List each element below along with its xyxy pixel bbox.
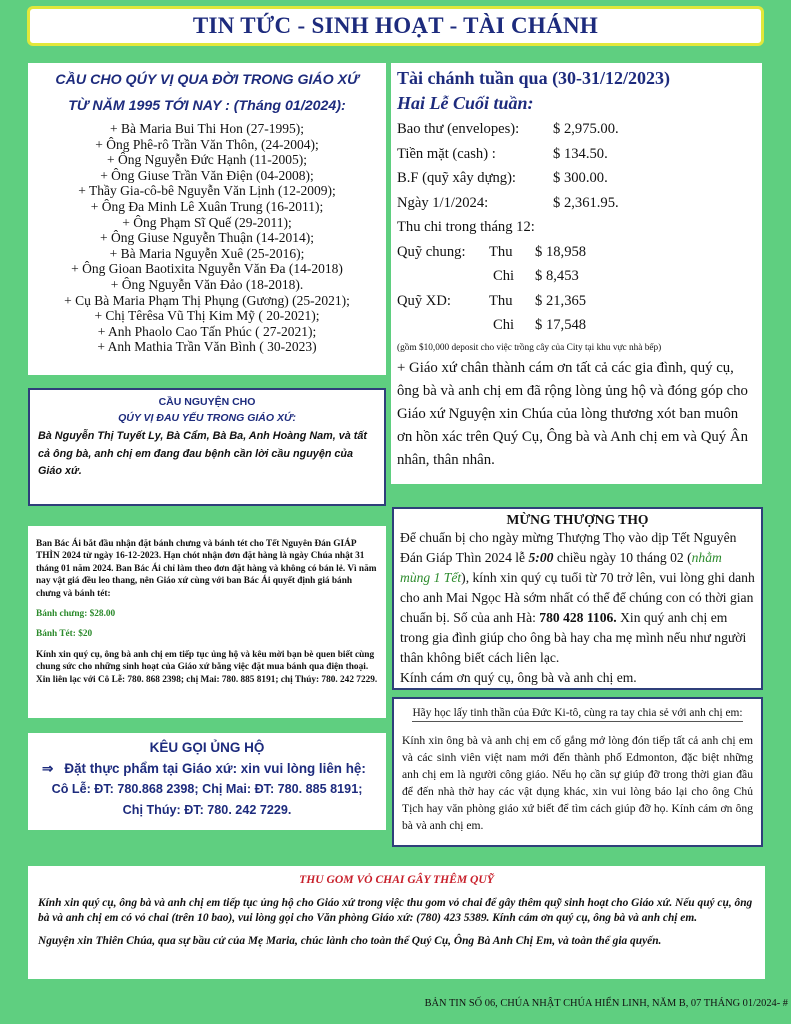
support-line-2: Cô Lễ: ĐT: 780.868 2398; Chị Mai: ĐT: 780. 885 8191; [51,782,363,796]
finance-value: $ 2,975.00. [553,121,619,137]
list-item: + Ông Phê-rô Trần Văn Thôn, (24-2004); [95,136,319,152]
list-item: + Cụ Bà Maria Phạm Thị Phụng (Gương) (25-2021); [64,292,350,308]
fund-kind: Thu [489,243,513,260]
finance-value: $ 134.50. [553,145,608,162]
list-item: + Thầy Gia-cô-bê Nguyễn Văn Lịnh (12-2009); [78,183,336,199]
page-footer: BẢN TIN SỐ 06, CHÚA NHẬT CHÚA HIỂN LINH, NĂM B, 07 THÁNG 01/2024- # [424,998,788,1009]
support-line-1 [36,759,378,779]
finance-title: Tài chánh tuần qua (30-31/12/2023) [397,68,671,88]
list-item: + Anh Mathia Trần Văn Bình ( 30-2023) [97,339,317,355]
fund-value: $ 21,365 [535,292,587,309]
page-title: TIN TỨC - SINH HOẠT - TÀI CHÁNH [192,13,599,38]
longevity-text-a: Để chuẩn bị cho ngày mừng Thượng Thọ vào dịp Tết Nguyên Đán Giáp Thìn 2024 lễ [400,530,737,565]
bake-intro: Ban Bác Ái bắt đầu nhận đặt bánh chưng và bánh tét cho Tết Nguyên Đán GIÁP THÌN 2024 từ ngày 16-12-2023. Hạn chót nhận đơn đặt hàng là ngày Chúa nhật 31 tháng 01 năm 2024. Ban Bác Ái chỉ làm theo đơn đặt hàng và không có bán lẻ. Vì năm nay vật giá đều leo thang, nên Giáo xứ cùng với ban Bác Ái quyết định giá bánh chưng và bánh tét: [36,539,377,599]
finance-month-label: Thu chi trong tháng 12: [397,219,535,235]
fund-value: $ 17,548 [535,317,587,333]
fund-row [397,313,756,338]
list-item: + Chị Têrêsa Vũ Thị Kim Mỹ ( 20-2021); [94,308,320,324]
longevity-text-d: Xin quý anh chị em trong gia đình giúp cho ông bà hay cha mẹ mình nếu như người thân không biết cách liên lạc. [400,610,747,665]
page-banner [27,6,764,46]
sick-title-2: QÚY VỊ ĐAU YẾU TRONG GIÁO XỨ: [118,412,296,424]
fund-label: Quỹ chung: [397,243,466,260]
fund-kind: Chi [493,268,515,284]
longevity-time: 5:00 [528,550,554,565]
finance-subtitle: Hai Lễ Cuối tuần: [397,93,534,113]
deceased-list-section [28,63,386,375]
finance-row [397,117,756,142]
longevity-phone: 780 428 1106. [539,610,617,625]
finance-section [391,63,762,484]
bake-sale-section [28,526,386,718]
finance-row [397,142,756,167]
longevity-section [392,507,763,690]
sick-title-1: CẦU NGUYỆN CHO [158,396,256,408]
finance-label: Tiền mặt (cash) : [397,145,496,162]
fund-row [397,289,756,314]
support-title: KÊU GỌI ỦNG HỘ [149,740,265,755]
fund-row [397,240,756,265]
sick-prayer-section [28,388,386,506]
fund-label: Quỹ XD: [397,292,451,309]
longevity-title: MỪNG THƯỢNG THỌ [506,512,649,527]
welcome-title: Hãy học lấy tinh thần của Đức Ki-tô, cùng ra tay chia sẻ với anh chị em: [412,705,743,722]
finance-note: (gồm $10,000 deposit cho việc trồng cây của City tại khu vực nhà bếp) [397,342,662,353]
finance-label: Bao thư (envelopes): [397,121,520,137]
longevity-lunar-date: nhằm mùng 1 Tết [400,550,722,585]
welcome-section [392,697,763,847]
bottles-body: Kính xin quý cụ, ông bà và anh chị em tiếp tục ủng hộ cho Giáo xứ trong việc thu gom vỏ chai để gây thêm quỹ sinh hoạt cho Giáo xứ. Nếu quý cụ, ông bà và anh chị em có vỏ chai (trên 10 bao), vui lòng gọi cho Văn phòng Giáo xứ: (780) 423 5389. Kính cám ơn quý cụ, ông bà và anh chị em. [38,897,753,924]
fund-row [397,264,756,289]
fund-value: $ 18,958 [535,243,587,260]
list-item: + Anh Phaolo Cao Tấn Phúc ( 27-2021); [97,323,317,339]
support-line-1-text: Đặt thực phẩm tại Giáo xứ: xin vui lòng liên hệ: [64,761,366,776]
bottles-title: THU GOM VỎ CHAI GÂY THÊM QUỸ [299,873,494,886]
finance-value: $ 300.00. [553,170,608,186]
arrow-right-icon: ⇒ [42,761,54,776]
bake-price-tet: Bánh Tét: $20 [36,629,93,640]
longevity-text-b: chiều ngày 10 tháng 02 ( [553,550,692,565]
deceased-title-2: TỪ NĂM 1995 TỚI NAY : (Tháng 01/2024): [68,98,346,114]
finance-label: B.F (quỹ xây dựng): [397,170,516,186]
list-item: + Ông Đa Minh Lê Xuân Trung (16-2011); [90,198,324,214]
deceased-title-1: CẦU CHO QÚY VỊ QUA ĐỜI TRONG GIÁO XỨ [55,72,359,88]
fund-kind: Chi [493,317,515,333]
list-item: + Ông Gioan Baotixita Nguyễn Văn Đa (14-2018) [71,261,343,277]
bottle-collection-section [28,866,765,979]
support-line-3: Chị Thúy: ĐT: 780. 242 7229. [122,802,292,817]
list-item: + Ông Giuse Trần Văn Điện (04-2008); [100,167,314,183]
bake-outro: Kính xin quý cụ, ông bà anh chị em tiếp tục ủng hộ và kêu mời bạn bè quen biết cùng chung sức cho những sinh hoạt của Giáo xứ bằng việc đặt mua bánh qua điện thoại. Xin liên lạc với Cô Lễ: 780. 868 2398; chị Mai: 780. 885 8191; chị Thúy: 780. 242 7229. [36,649,378,685]
fund-value: $ 8,453 [535,268,579,284]
sick-body: Bà Nguyễn Thị Tuyết Ly, Bà Cẩm, Bà Ba, Anh Hoàng Nam, và tất cả ông bà, anh chị em đang đau bệnh cần lời cầu nguyện của Giáo xứ. [38,430,367,477]
finance-row [397,166,756,191]
welcome-body: Kính xin ông bà và anh chị em cố gắng mở lòng đón tiếp tất cả anh chị em và các sinh viên việt nam mới đến thành phố Edmonton, đặc biệt những anh chị em là người công giáo. Nếu họ cần sự giúp đỡ trong thời gian đầu để đến nhà thờ hay các vật dụng khác, xin vui lòng báo lại cho ông Chủ Tịch hay văn phòng giáo xứ biết để tìm cách giúp đỡ họ. Kính cám ơn ông bà và anh chị em. [402,734,753,832]
list-item: + Ông Nguyễn Văn Đảo (18-2018). [110,276,304,292]
deceased-names [34,121,380,355]
longevity-text-c: ), kính xin quý cụ tuổi từ 70 trở lên, vui lòng ghi danh cho anh Mai Ngọc Hà sớm nhất có thể để chúng con có thời gian chuẩn bị. Số của anh Hà: [400,570,755,625]
list-item: + Ông Giuse Nguyễn Thuận (14-2014); [100,230,314,246]
finance-row [397,191,756,216]
finance-value: $ 2,361.95. [553,194,619,211]
bake-price-chung: Bánh chưng: $28.00 [36,609,116,620]
fund-kind: Thu [489,292,513,309]
list-item: + Bà Maria Nguyễn Xuê (25-2016); [109,245,305,261]
longevity-body [400,528,755,668]
bottles-blessing: Nguyện xin Thiên Chúa, qua sự bầu cử của Mẹ Maria, chúc lành cho toàn thể Quý Cụ, Ông Bà Anh Chị Em, và toàn thể gia quyến. [38,935,662,947]
finance-label: Ngày 1/1/2024: [397,194,489,211]
list-item: + Bà Maria Bui Thi Hon (27-1995); [109,121,305,136]
list-item: + Ông Nguyễn Đức Hạnh (11-2005); [106,152,307,168]
finance-thanks: + Giáo xứ chân thành cám ơn tất cả các gia đình, quý cụ, ông bà và anh chị em đã rộng lòng ủng hộ và đóng góp cho Giáo xứ Nguyện xin Chúa của lòng thương xót ban muôn ơn hồn xác trên Quý Cụ, Ông bà và Anh chị em và Quý Ân nhân, thân nhân. [397,359,748,468]
longevity-thanks: Kính cám ơn quý cụ, ông bà và anh chị em. [400,670,637,685]
support-section [28,733,386,830]
list-item: + Ông Phạm Sĩ Quế (29-2011); [122,214,292,230]
